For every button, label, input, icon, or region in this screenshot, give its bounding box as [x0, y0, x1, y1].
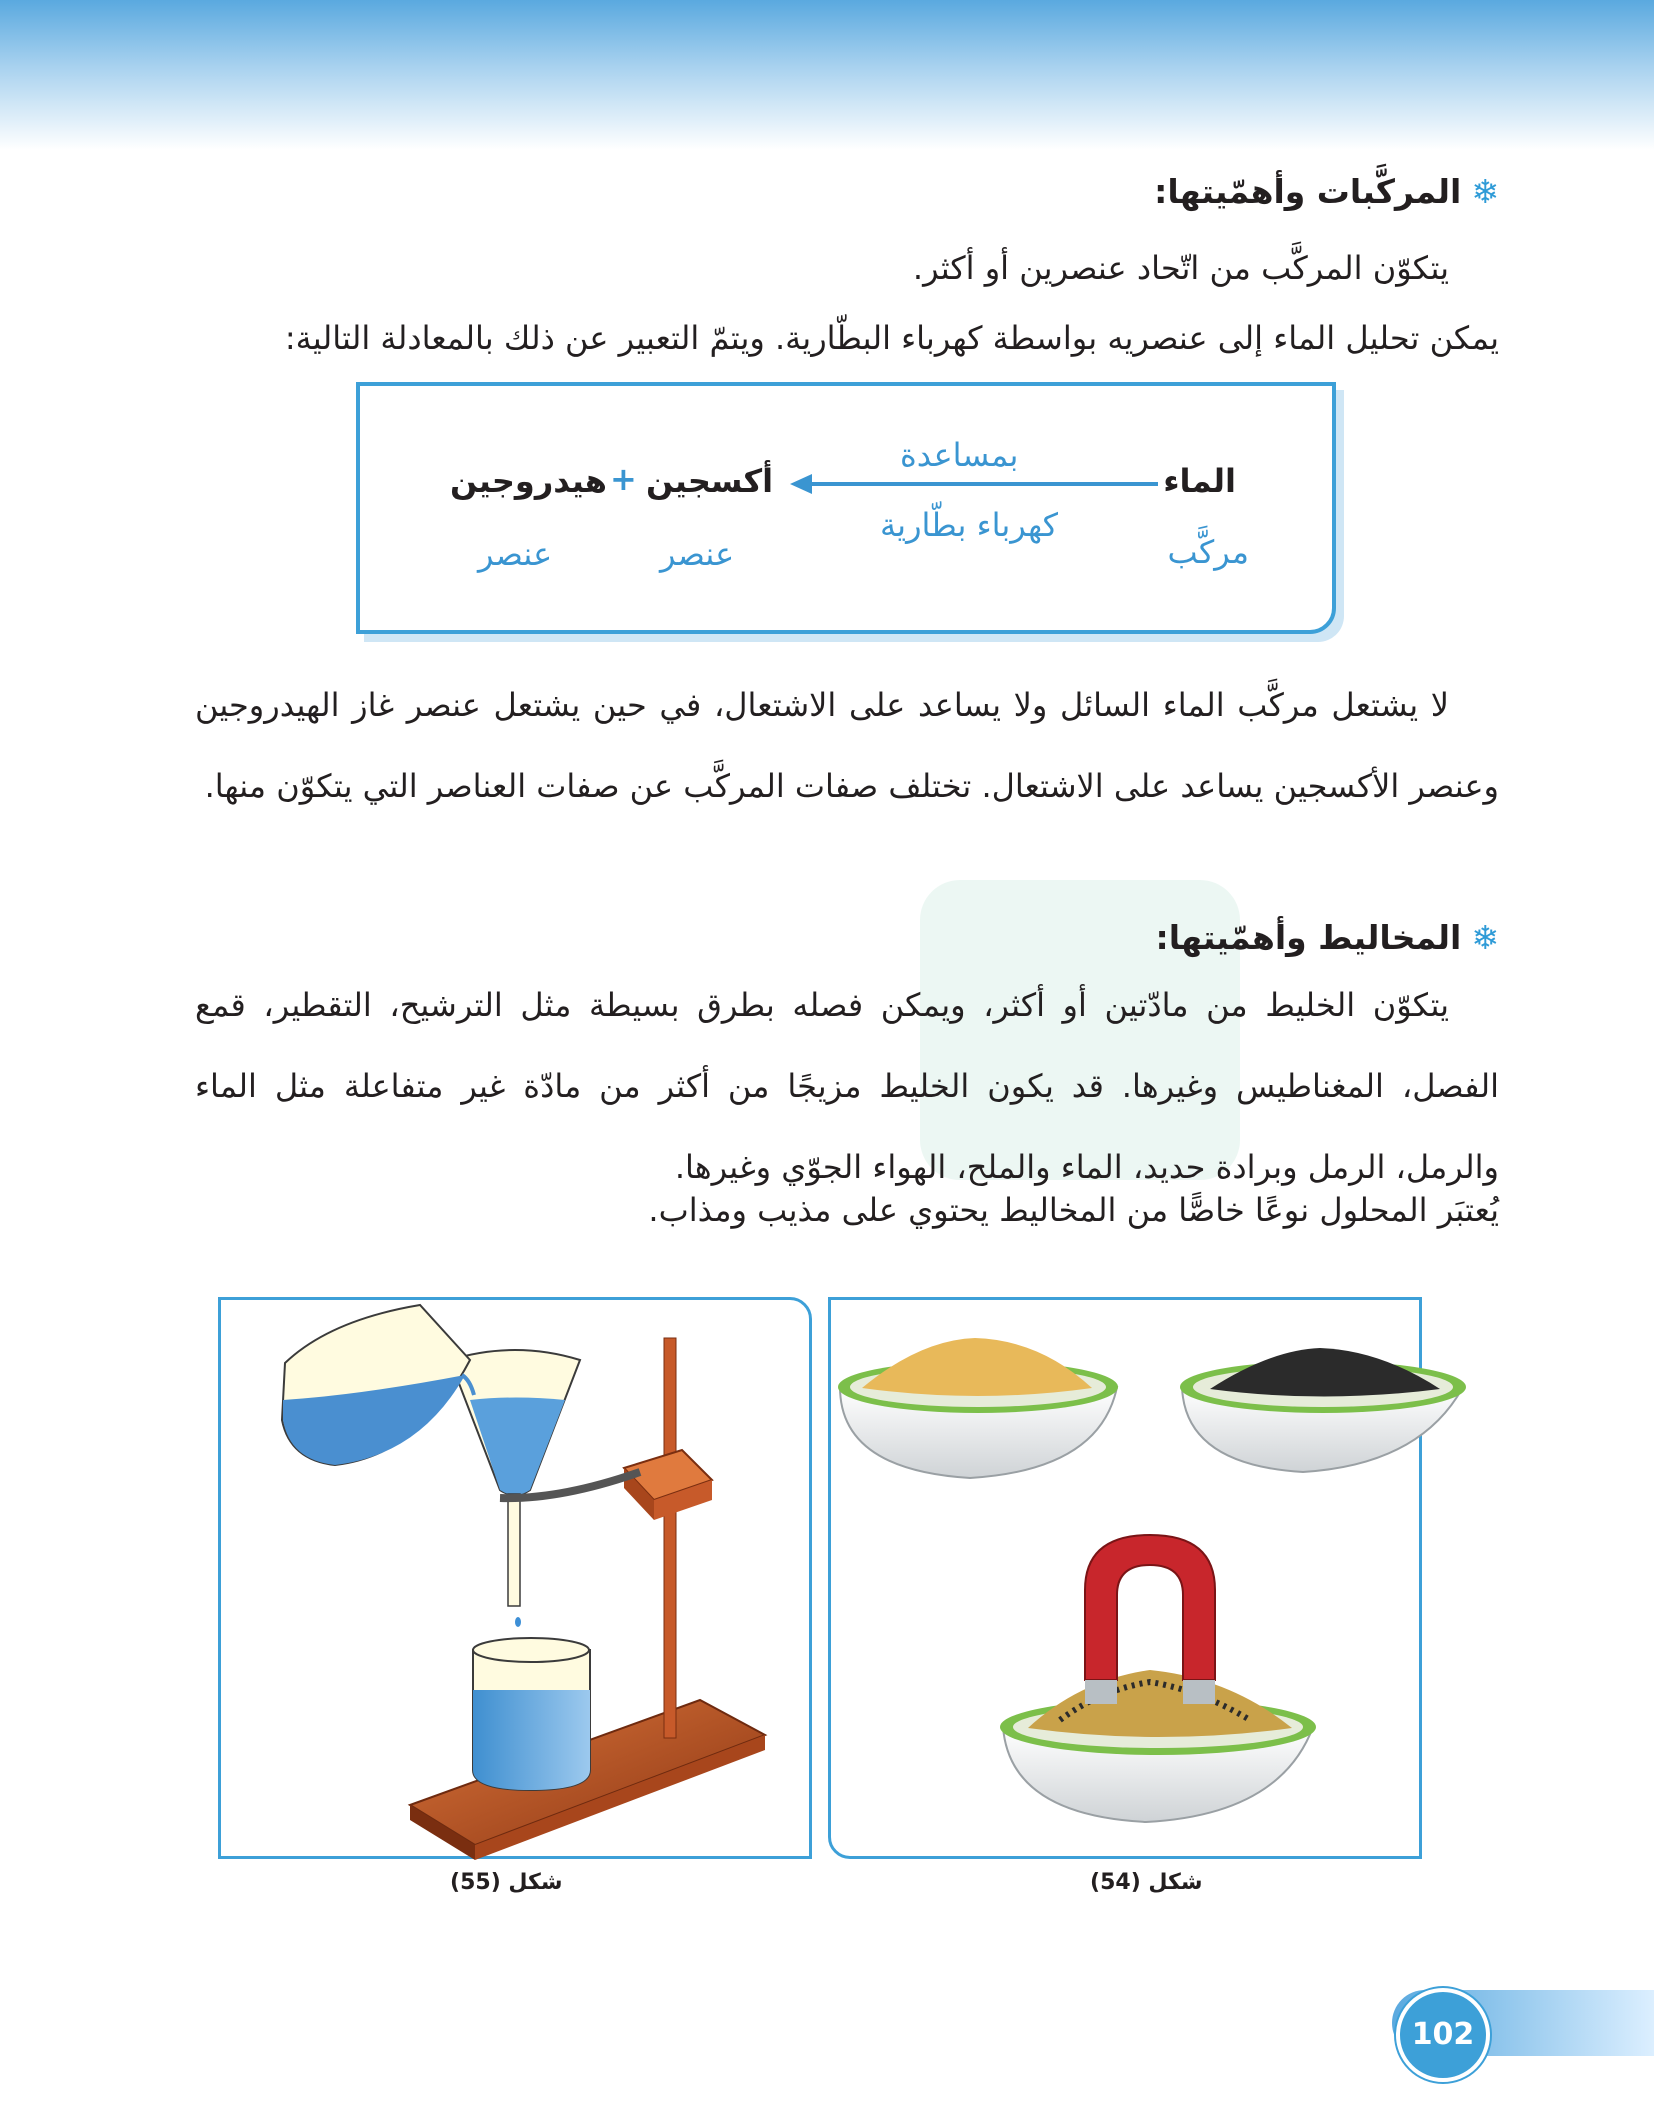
- equation-product2-type: عنصر: [478, 535, 553, 573]
- figure-54-caption: شكل (54): [1090, 1870, 1203, 1895]
- arrow-head-icon: [790, 474, 812, 494]
- filtration-apparatus-illustration: [282, 1305, 765, 1860]
- mixtures-heading-text: المخاليط وأهمّيتها:: [1155, 918, 1462, 957]
- compounds-line1: يتكوّن المركَّب من اتّحاد عنصرين أو أكثر.: [912, 249, 1449, 287]
- snowflake-bullet-icon: ❄: [1471, 918, 1499, 957]
- bowl-mixture-magnet-illustration: [1000, 1535, 1316, 1822]
- equation-product1-type: عنصر: [660, 535, 735, 573]
- compounds-line2: يمكن تحليل الماء إلى عنصريه بواسطة كهرباء البطّارية. ويتمّ التعبير عن ذلك بالمعادلة التالية:: [284, 319, 1499, 357]
- figure-55-caption: شكل (55): [450, 1870, 563, 1895]
- solution-sentence: يُعتبَر المحلول نوعًا خاصًّا من المخاليط يحتوي على مذيب ومذاب.: [648, 1191, 1499, 1229]
- equation-arrow-top-label: بمساعدة: [900, 436, 1019, 474]
- mixtures-paragraph: يتكوّن الخليط من مادّتين أو أكثر، ويمكن فصله بطرق بسيطة مثل الترشيح، التقطير، قمع الفصل، المغناطيس وغيرها. قد يكون الخليط مزيجًا من أكثر من مادّة غير متفاعلة مثل الماء والرمل، الرمل وبرادة حديد، الماء والملح، الهواء الجوّي وغيرها.: [195, 986, 1499, 1186]
- snowflake-bullet-icon: ❄: [1471, 172, 1499, 211]
- equation-reactant: الماء: [1163, 462, 1236, 500]
- equation-plus: +: [610, 460, 637, 498]
- bowl-sand-illustration: [838, 1338, 1118, 1478]
- compounds-heading-text: المركَّبات وأهمّيتها:: [1154, 172, 1462, 211]
- equation-product-oxygen: أكسجين: [646, 462, 774, 500]
- equation-reactant-type: مركَّب: [1167, 533, 1249, 571]
- compounds-explanation: لا يشتعل مركَّب الماء السائل ولا يساعد على الاشتعال، في حين يشتعل عنصر غاز الهيدروجين وعنصر الأكسجين يساعد على الاشتعال. تختلف صفات المركَّب عن صفات العناصر التي يتكوّن منها.: [195, 686, 1499, 805]
- equation-product-hydrogen: هيدروجين: [450, 462, 607, 500]
- bowl-iron-filings-illustration: [1180, 1348, 1466, 1472]
- page-number: 102: [1396, 1988, 1490, 2082]
- equation-arrow-bottom-label: كهرباء بطّارية: [880, 506, 1058, 544]
